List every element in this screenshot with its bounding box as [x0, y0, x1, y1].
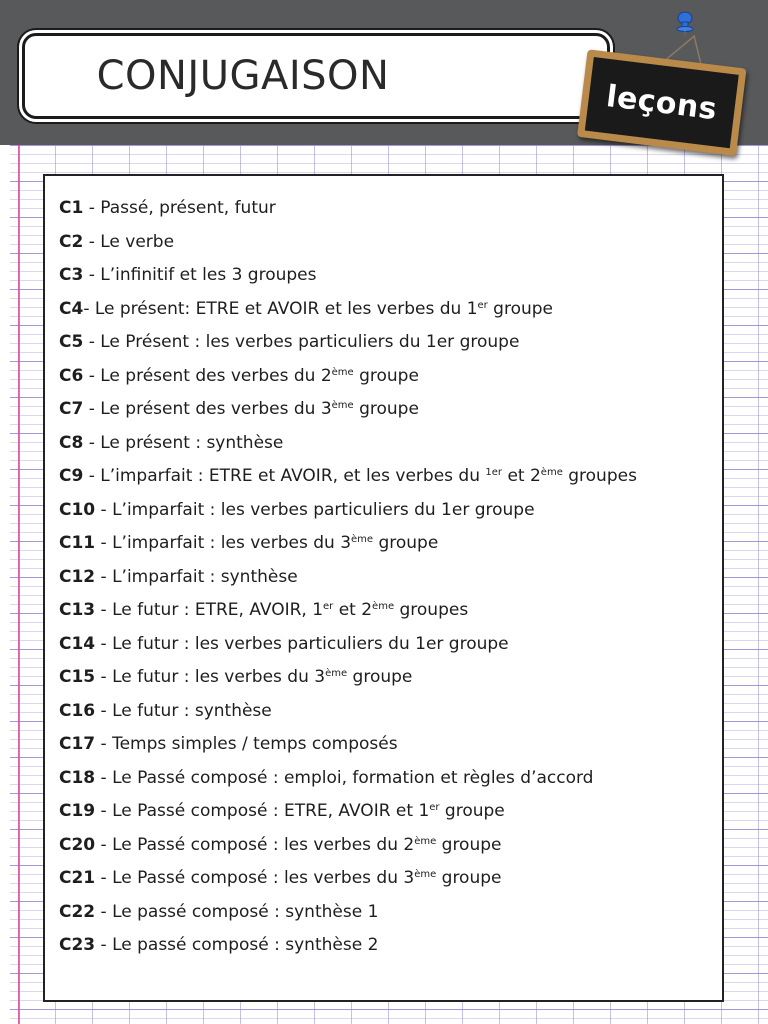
lesson-title: - L’imparfait : les verbes du 3	[95, 533, 352, 553]
lesson-code: C6	[59, 365, 84, 386]
lesson-item	[59, 494, 709, 528]
lesson-title: - Le Passé composé : les verbes du 3	[95, 868, 415, 888]
lesson-superscript: ème	[331, 400, 354, 411]
lesson-title: - Passé, présent, futur	[83, 198, 276, 218]
lesson-title: - L’imparfait : les verbes particuliers du 1er groupe	[95, 499, 535, 520]
chalkboard-label: leçons	[604, 78, 720, 127]
chalkboard-sign	[577, 27, 753, 158]
lesson-item	[59, 695, 709, 729]
lesson-superscript: ème	[414, 869, 437, 880]
lesson-code: C13	[59, 600, 96, 620]
lesson-item	[59, 929, 709, 963]
lesson-item	[59, 795, 709, 829]
lesson-code: C14	[59, 633, 96, 654]
lesson-code: C23	[59, 935, 96, 955]
lesson-item	[59, 527, 709, 561]
lesson-item	[59, 896, 709, 930]
lesson-code: C1	[59, 198, 84, 218]
lesson-superscript: ème	[372, 601, 395, 612]
lesson-item	[59, 427, 709, 461]
lesson-title: et 2	[502, 466, 541, 486]
lesson-code: C22	[59, 901, 96, 922]
lesson-code: C18	[59, 767, 96, 788]
lesson-title: - L’infinitif et les 3 groupes	[83, 265, 317, 285]
lesson-code: C3	[59, 265, 84, 285]
lesson-item	[59, 829, 709, 863]
lesson-title: groupe	[436, 868, 502, 888]
lesson-superscript: ème	[331, 366, 354, 378]
lesson-title: - Le Présent : les verbes particuliers du 1er groupe	[83, 332, 520, 352]
lesson-superscript: er	[429, 802, 440, 813]
lesson-superscript: er	[477, 299, 488, 311]
lesson-title: groupe	[439, 801, 505, 821]
page-title: CONJUGAISON	[96, 53, 390, 99]
lesson-title: - Temps simples / temps composés	[95, 734, 398, 754]
lesson-item	[59, 393, 709, 427]
lesson-code: C15	[59, 667, 96, 687]
title-box	[22, 33, 610, 119]
lesson-code: C9	[59, 466, 84, 486]
lesson-title: - Le passé composé : synthèse 2	[95, 935, 379, 955]
lesson-title: - L’imparfait : ETRE et AVOIR, et les verbes du	[83, 466, 486, 486]
push-pin-icon	[674, 10, 696, 36]
lesson-superscript: er	[323, 601, 334, 612]
lesson-title: - Le présent des verbes du 2	[83, 365, 332, 386]
lesson-title: et 2	[333, 600, 373, 620]
lesson-title: - Le Passé composé : emploi, formation et règles d’accord	[95, 767, 594, 788]
lesson-title: - L’imparfait : synthèse	[95, 566, 298, 587]
lesson-code: C20	[59, 834, 96, 855]
lesson-item	[59, 862, 709, 896]
lesson-title: - Le futur : synthèse	[95, 700, 272, 721]
lesson-superscript: ème	[414, 835, 437, 847]
lesson-title: groupe	[373, 533, 439, 553]
lesson-item	[59, 259, 709, 293]
lesson-title: groupe	[487, 298, 554, 319]
lesson-title: groupes	[394, 600, 469, 620]
lesson-item	[59, 293, 709, 327]
lesson-title: - Le verbe	[83, 231, 175, 252]
lesson-item	[59, 460, 709, 494]
lesson-superscript: ème	[540, 467, 563, 478]
lessons-panel	[43, 174, 724, 1002]
lesson-superscript: ème	[325, 668, 348, 679]
lesson-code: C21	[59, 868, 96, 888]
lesson-title: groupe	[353, 399, 419, 419]
lesson-title: groupe	[353, 365, 419, 386]
lesson-item	[59, 226, 709, 260]
paper-margin-line	[18, 145, 20, 1024]
lesson-code: C7	[59, 399, 84, 419]
lesson-item	[59, 360, 709, 394]
chalkboard	[577, 49, 747, 156]
lesson-item	[59, 326, 709, 360]
lesson-superscript: 1er	[485, 467, 503, 478]
lesson-code: C11	[59, 533, 96, 553]
lesson-item	[59, 561, 709, 595]
lesson-code: C17	[59, 734, 96, 754]
lesson-title: - Le présent : synthèse	[83, 432, 284, 453]
lesson-title: - Le Passé composé : ETRE, AVOIR et 1	[95, 801, 430, 821]
lesson-title: - Le passé composé : synthèse 1	[95, 901, 379, 922]
lesson-code: C10	[59, 499, 96, 520]
lesson-item	[59, 728, 709, 762]
lesson-title: groupes	[562, 466, 637, 486]
lesson-title: - Le futur : les verbes du 3	[95, 667, 326, 687]
lesson-title: - Le Passé composé : les verbes du 2	[95, 834, 415, 855]
lesson-superscript: ème	[351, 534, 374, 545]
lesson-title: - Le présent des verbes du 3	[83, 399, 332, 419]
lesson-code: C4	[59, 298, 84, 319]
lesson-code: C8	[59, 432, 84, 453]
lesson-item	[59, 762, 709, 796]
lesson-item	[59, 594, 709, 628]
lesson-code: C2	[59, 231, 84, 252]
lesson-title: groupe	[347, 667, 413, 687]
lesson-title: - Le futur : les verbes particuliers du 1er groupe	[95, 633, 509, 654]
lesson-item	[59, 628, 709, 662]
lesson-title: - Le futur : ETRE, AVOIR, 1	[95, 600, 324, 620]
lesson-title: - Le présent: ETRE et AVOIR et les verbes du 1	[83, 298, 478, 319]
lesson-code: C5	[59, 332, 84, 352]
lesson-title: groupe	[436, 834, 502, 855]
lesson-code: C12	[59, 566, 96, 587]
lesson-item	[59, 192, 709, 226]
lesson-code: C19	[59, 801, 96, 821]
lesson-list	[59, 192, 709, 963]
lesson-item	[59, 661, 709, 695]
lesson-code: C16	[59, 700, 96, 721]
